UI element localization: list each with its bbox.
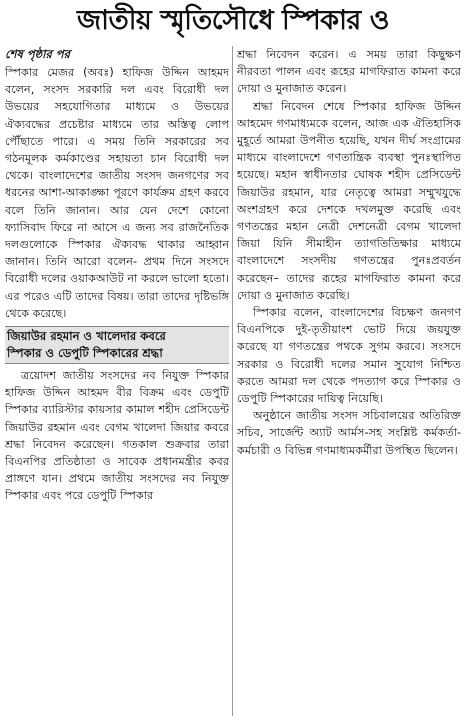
subheading: [5, 326, 229, 364]
article-paragraph: অনুষ্ঠানে জাতীয় সংসদ সচিবালয়ের অতিরিক্ত সচিব, সার্জেন্ট অ্যাট আর্মস-সহ সংশ্লিষ্ট কর্মকর্তা-কর্মচারী ও বিভিন্ন গণমাধ্যমকর্মীরা উপস্থিত ছিলেন।: [237, 409, 461, 457]
jump-label: শেষ পৃষ্ঠার পর: [5, 47, 70, 61]
headline: জাতীয় স্মৃতিসৌধে স্পিকার ও: [76, 5, 390, 36]
article-paragraph: স্পিকার বলেন, বাংলাদেশের বিচক্ষণ জনগণ বিএনপিকে দুই-তৃতীয়াংশ ভোট দিয়ে জয়যুক্ত করেছে যা গণতন্ত্রের পথকে সুগম করবে। সংসদে সরকার ও বিরোধী দলের সমান সুযোগ নিশ্চিত করতে আমরা দল থেকে পদত্যাগ করে স্পিকার ও ডেপুটি স্পিকারের দায়িত্ব নিয়েছি।: [237, 306, 461, 406]
article-paragraph: ত্রয়োদশ জাতীয় সংসদের নব নিযুক্ত স্পিকার হাফিজ উদ্দিন আহমদ বীর বিক্রম এবং ডেপুটি স্পিকার ব্যারিস্টার কায়সার কামাল শহীদ প্রেসিডেন্ট জিয়াউর রহমান এবং বেগম খালেদা জিয়ার কবরে শ্রদ্ধা নিবেদন করেছেন। গতকাল শুক্রবার তারা বিএনপির প্রতিষ্ঠাতা ও সাবেক প্রধানমন্ত্রীর কবর প্রাঙ্গণে যান। প্রথমে জাতীয় সংসদের নব নিযুক্ত স্পিকার এবং পরে ডেপুটি স্পিকার: [5, 369, 229, 503]
subheading-line-1: জিয়াউর রহমান ও খালেদার কবরে: [7, 329, 166, 344]
subheading-line-2: স্পিকার ও ডেপুটি স্পিকারের শ্রদ্ধা: [7, 346, 163, 361]
article-paragraph: শ্রদ্ধা নিবেদন শেষে স্পিকার হাফিজ উদ্দিন আহমেদ গণমাধ্যমকে বলেন, আজ এক ঐতিহাসিক মুহূর্তে আমরা উপনীত হয়েছি, যখন দীর্ঘ সংগ্রামের মাধ্যমে বাংলাদেশে গণতান্ত্রিক ব্যবস্থা পুনঃস্থাপিত হয়েছে। মহান স্বাধীনতার ঘোষক শহীদ প্রেসিডেন্ট জিয়াউর রহমান, যার নেতৃত্বে আমরা সম্মুখযুদ্ধে অংশগ্রহণ করে দেশকে দখলমুক্ত করেছি এবং গণতন্ত্রের মহান নেত্রী দেশনেত্রী বেগম খালেদা জিয়া যিনি সীমাহীন ত্যাগতিতিক্ষার মাধ্যমে বাংলাদেশে সংসদীয় গণতন্ত্রের পুনঃপ্রবর্তন করেছেন– তাদের রূহের মাগফিরাত কামনা করে দোয়া ও মুনাজাত করেছি।: [237, 99, 461, 302]
column-divider: [232, 46, 233, 716]
right-column: [237, 46, 461, 719]
article-paragraph: শ্রদ্ধা নিবেদন করেন। এ সময় তারা কিছুক্ষণ নীরবতা পালন এবং রূহের মাগফিরাত কামনা করে দোয়া ও মুনাজাত করেন।: [237, 48, 461, 96]
article-paragraph: স্পিকার মেজর (অবঃ) হাফিজ উদ্দিন আহমদ বলেন, সংসদ সরকারি দল এবং বিরোধী দল উভয়ের সহযোগিতার মাধ্যমে ও উভয়ের ঐক্যবদ্ধের প্রচেষ্টার মাধ্যমে তার অস্তিত্ব লোপ পৌঁছাতে পারে। এ সময় তিনি সরকারের সব গঠনমূলক কর্মকাণ্ডের সহায়তা চান বিরোধী দল থেকে। বাংলাদেশের জাতীয় সংসদ জনগণের সব ধরনের আশা-আকাঙ্ক্ষা পূরণে কার্যক্রম গ্রহণ করবে বলে তিনি জানান। আর যেন দেশে কোনো ফ্যাসিবাদ ফিরে না আসে এ জন্য সব রাজনৈতিক দলগুলোকে স্পিকার ঐক্যবদ্ধ থাকার আহ্বান জানান। তিনি আরো বলেন- প্রথম দিনে সংসদে বিরোধী দলের ওয়াকআউট না করলে ভালো হতো। এর পরেও এটি তাদের বিষয়। তারা তাদের দৃষ্টিভঙ্গি থেকে করেছে।: [5, 66, 229, 320]
left-column: [5, 46, 229, 719]
